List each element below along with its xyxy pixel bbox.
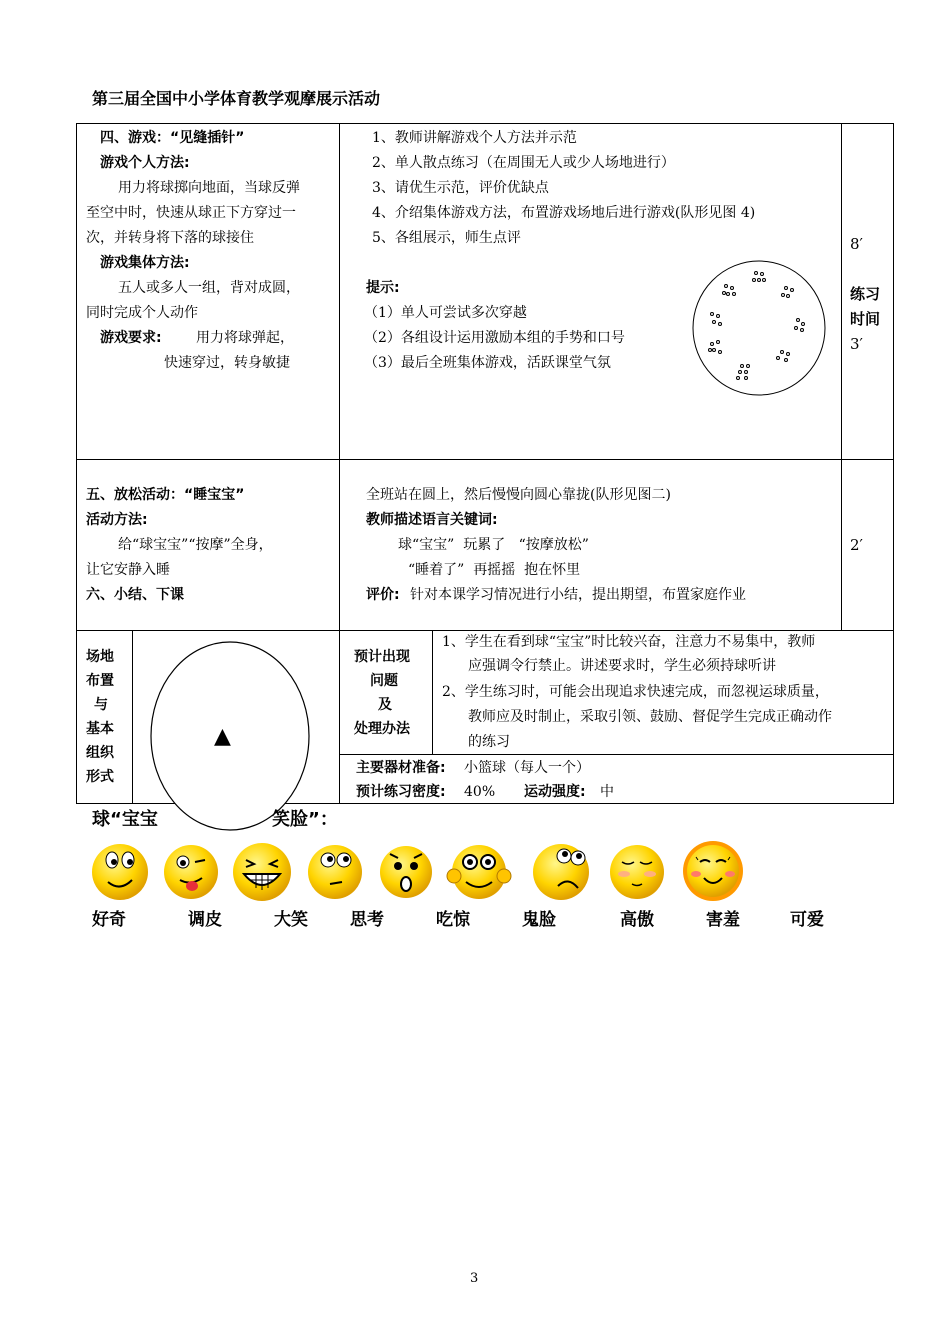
faces-title: 球“宝宝: [92, 809, 158, 830]
problem-line: 的练习: [468, 734, 510, 750]
group-method-line: 同时完成个人动作: [86, 305, 198, 321]
section5-heading: 五、放松活动：“睡宝宝”: [86, 487, 245, 503]
step-item: 4、介绍集体游戏方法，布置游戏场地后进行游戏(队形见图 4): [372, 205, 756, 221]
naughty-face-icon: [162, 840, 220, 902]
keywords-line: “睡着了” 再摇摇 抱在怀里: [408, 562, 581, 578]
col-divider-content: [339, 123, 340, 804]
venue-label: 与: [94, 697, 108, 713]
equipment-label: 主要器材准备:: [356, 760, 446, 776]
curious-face-icon: [90, 840, 150, 902]
page-title: 第三届全国中小学体育教学观摩展示活动: [92, 89, 381, 108]
intensity-value: 中: [600, 784, 614, 800]
face-label: 大笑: [274, 910, 308, 930]
venue-label: 组织: [86, 745, 114, 761]
tips-title: 提示:: [366, 280, 400, 296]
problems-label: 预计出现: [354, 649, 410, 665]
laughing-face-icon: [230, 840, 294, 902]
venue-label: 场地: [86, 649, 114, 665]
tip-item: （2）各组设计运用激励本组的手势和口号: [364, 330, 625, 346]
problem-line: 1、学生在看到球“宝宝”时比较兴奋，注意力不易集中，教师: [442, 634, 816, 650]
practice-label: 练习: [850, 285, 881, 303]
venue-label: 布置: [86, 673, 114, 689]
face-label: 高傲: [620, 910, 654, 930]
col-divider-venue: [132, 630, 133, 804]
face-label: 吃惊: [436, 910, 470, 930]
surprised-face-icon: [378, 840, 434, 902]
game-requirement-line: 快速穿过，转身敏捷: [164, 355, 290, 371]
time-8min: 8′: [850, 235, 863, 253]
density-label: 预计练习密度:: [356, 784, 446, 800]
individual-method-line: 次，并转身将下落的球接住: [86, 230, 254, 246]
venue-label: 形式: [86, 769, 114, 785]
time-label: 时间: [850, 310, 881, 328]
face-label: 思考: [350, 910, 384, 930]
thinking-face-icon: [306, 840, 364, 902]
proud-face-icon: [530, 840, 592, 902]
faces-title: 笑脸”：: [272, 809, 338, 830]
activity-method-line: 让它安静入睡: [86, 562, 170, 578]
step-item: 5、各组展示，师生点评: [372, 230, 521, 246]
row-divider-1: [76, 459, 894, 460]
evaluation-text: 针对本课学习情况进行小结，提出期望，布置家庭作业: [410, 587, 746, 603]
funny-face-icon: [446, 840, 512, 902]
face-label: 好奇: [92, 910, 126, 930]
problems-label: 处理办法: [354, 721, 410, 737]
time-2min: 2′: [850, 536, 863, 554]
page-number: 3: [470, 1271, 479, 1286]
face-label: 可爱: [790, 910, 824, 930]
face-label: 调皮: [188, 910, 222, 930]
step-item: 3、请优生示范，评价优缺点: [372, 180, 549, 196]
keywords-title: 教师描述语言关键词:: [366, 512, 498, 528]
evaluation-title: 评价:: [366, 587, 400, 603]
individual-method-title: 游戏个人方法:: [100, 155, 190, 171]
individual-method-line: 至空中时，快速从球正下方穿过一: [86, 205, 296, 221]
venue-label: 基本: [86, 721, 114, 737]
face-label: 鬼脸: [522, 910, 556, 930]
problem-line: 应强调令行禁止。讲述要求时，学生必须持球听讲: [468, 658, 776, 674]
table-top-border: [76, 123, 894, 124]
table-left-border: [76, 123, 77, 804]
cute-face-icon: [680, 840, 746, 902]
time-3min: 3′: [850, 335, 863, 353]
tip-item: （3）最后全班集体游戏，活跃课堂气氛: [364, 355, 611, 371]
formation-diagram: [690, 258, 828, 398]
col-divider-problems: [432, 630, 433, 754]
step-item: 2、单人散点练习（在周围无人或少人场地进行）: [372, 155, 675, 171]
equipment-value: 小篮球（每人一个）: [464, 760, 590, 776]
teacher-triangle-icon: ▲: [214, 724, 231, 749]
row-divider-equip: [339, 754, 894, 755]
section6-heading: 六、小结、下课: [86, 587, 184, 603]
col-divider-time: [841, 123, 842, 631]
individual-method-line: 用力将球掷向地面，当球反弹: [118, 180, 300, 196]
density-value: 40%: [464, 784, 496, 800]
problem-line: 2、学生练习时，可能会出现追求快速完成，而忽视运球质量，: [442, 684, 829, 700]
game-requirement-title: 游戏要求:: [100, 330, 162, 346]
problems-label: 问题: [370, 673, 398, 689]
problem-line: 教师应及时制止，采取引领、鼓励、督促学生完成正确动作: [468, 709, 832, 725]
group-method-line: 五人或多人一组，背对成圆，: [118, 280, 300, 296]
intensity-label: 运动强度:: [524, 784, 586, 800]
table-right-border: [893, 123, 894, 804]
shy-face-icon: [608, 840, 666, 902]
face-label: 害羞: [706, 910, 740, 930]
section4-heading: 四、游戏：“见缝插针”: [100, 130, 245, 146]
relax-formation-line: 全班站在圆上，然后慢慢向圆心靠拢(队形见图二): [366, 487, 671, 503]
game-requirement-line: 用力将球弹起，: [196, 330, 294, 346]
activity-method-title: 活动方法:: [86, 512, 148, 528]
step-item: 1、教师讲解游戏个人方法并示范: [372, 130, 577, 146]
problems-label: 及: [378, 697, 392, 713]
activity-method-line: 给“球宝宝”“按摩”全身，: [118, 537, 273, 553]
tip-item: （1）单人可尝试多次穿越: [364, 305, 527, 321]
keywords-line: 球“宝宝” 玩累了 “按摩放松”: [398, 537, 589, 553]
group-method-title: 游戏集体方法:: [100, 255, 190, 271]
